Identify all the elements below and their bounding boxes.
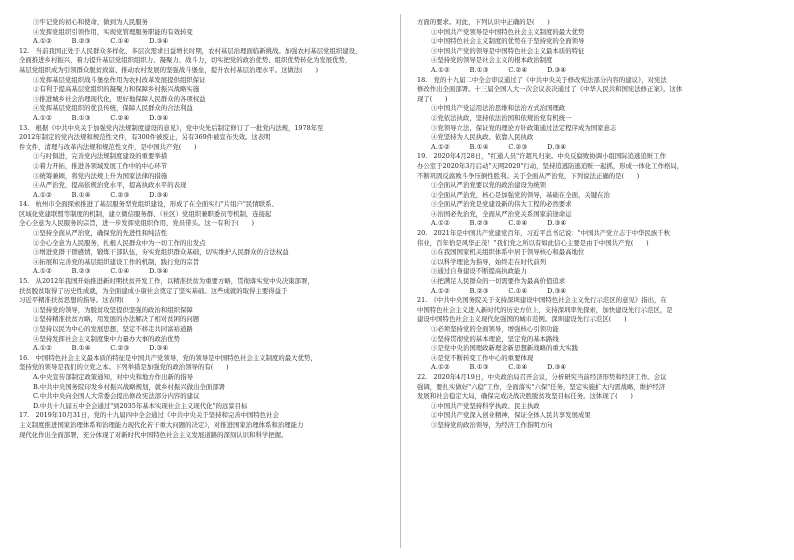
option-line: ③坚持以民为中心的发展思想，坚定不移走共同富裕道路	[33, 325, 193, 333]
question-line: 不断巩固反腐败斗争压倒性胜利。关于全面从严治党，下列说法正确的是( )	[417, 171, 640, 180]
question-line: 建设中国特色社会主义现代化强国的城市范例。深圳建设先行示范区( )	[417, 315, 627, 324]
option-line: ③牢记党的初心和使命，做到为人民服务	[33, 18, 149, 26]
option-line: ①坚持党的领导，为脱贫攻坚提供坚强的政治和组织保障	[33, 305, 193, 314]
question-line: 发展和社会稳定大局，确保完成决战决胜脱贫攻坚目标任务。这体现了( )	[417, 392, 633, 401]
option-line: ④从严治党，提高依规治党水平，提高执政水平的表现	[33, 181, 187, 190]
question-line: 习近平精准扶贫思想的指导。这表明( )	[19, 296, 140, 305]
question-line: 20. 2021年是中国共产党建党百年，习近平总书记说："中国共产党立志于中华民族千秋	[417, 229, 671, 238]
option-line: ①坚持全面从严治党，确保党的先进性和纯洁性	[33, 229, 168, 238]
option-line: ③通过自身建设不断提高执政能力	[431, 267, 527, 276]
option-line: ②中国特色社会主义制度的优势在于坚持党的全面领导	[431, 37, 585, 46]
question-line: 现代化作出全面部署，充分体现了对新时代中国特色社会主义发展道路的深刻认识和科学把握。	[19, 430, 288, 439]
question-line: 16. 中国特色社会主义最本质的特征是中国共产党领导，党的领导是中国特色社会主义制度的最大优势，	[19, 353, 317, 362]
option-line: ②坚持贯彻党的基本理论，坚定党的基本路线	[431, 334, 559, 343]
question-line: 2012年制定的党内法规和规范性文件，有300件被废止，另有369件被宣布失效。这表明	[19, 133, 271, 142]
option-line: ①发挥基层党组织战斗堡垒作用为农村改革发展提供组织保证	[33, 75, 206, 84]
question-line: 修改作出全面部署。十三届全国人大一次会议表决通过了《中华人民共和国宪法修正案》。这体	[417, 85, 683, 94]
question-line: 办公室于2020年3月启动"天网2020"行动，坚持追逃防逃追赃一起抓，形成一体化工作格局，	[417, 161, 684, 170]
option-line: ④是党不断转变工作中心的重要体现	[431, 353, 534, 362]
option-line: ②着力开拓，推进各领域发展工作中的中心环节	[33, 161, 168, 170]
option-line: ④治国必先治党，全面从严治党关系国家前途命运	[431, 209, 572, 218]
question-line: 22. 2020年4月19日，中央政治局召开会议，分析研究当前经济形势和经济工作。会议	[417, 372, 667, 381]
option-line: ①中国共产党领导是中国特色社会主义制度的最大优势	[431, 27, 585, 36]
option-line: ③增进党群干群感情，锻炼干部队伍，夯实党组织群众基础，切实维护人民群众的合法权益	[33, 248, 289, 257]
answer-choices: A.①② B.①④ C.②③ D.③④	[431, 142, 567, 151]
question-line: 14. 杭州市全面探索推进了基层服务型党组织建设，形成了在全面实行"片组户"民情联系、	[19, 200, 278, 209]
question-line: 强调，要扎实做好"六稳"工作，全面落实"六保"任务，坚定实施扩大内需战略，维护经济	[417, 382, 666, 391]
option-line: ①中国共产党运用法治思维和法治方式治国理政	[431, 104, 566, 113]
option-line: ③是党中央治国理政新理念新思想新战略的重大实践	[431, 344, 578, 353]
question-line: 坚持党的领导是我们的立党之本。下列举措是加强党的政治领导的有( )	[19, 363, 229, 372]
option-line: ①在我国国家机关组织体系中居于领导核心和最高地位	[431, 248, 585, 257]
option-line: ③党领导立法，保证党的理论方针政策通过法定程序成为国家意志	[431, 123, 617, 132]
answer-choices: A.①② B.②③ C.①④ D.③④	[431, 286, 567, 295]
option-line: ①全面从严治党要以党的政治建设为统领	[431, 181, 547, 190]
answer-choices: A.①② B.①③ C.②④ D.③④	[431, 65, 567, 74]
option-line: ②中国共产党深入创业精神，保证全体人民共享发展成果	[431, 411, 591, 420]
option-line: ②坚持精准扶贫方略，用发展的办法解决了相对贫困的问题	[33, 315, 200, 324]
question-line: 伟业，百年恰是风华正茂！"我们党之所以有如此信心主要是由于中国共产党( )	[417, 238, 649, 247]
option-line: ④发挥党组织引领作用，实现党管理服务职能的有效转变	[33, 27, 193, 36]
question-line: 19. 2020年4月28日，"红通人员"许超凡归案。中央反腐败协调小组国际追逃追赃工作	[417, 152, 667, 161]
column-divider	[400, 14, 401, 548]
option-line: C.中共中央向全国人大常委会提出修改宪法部分内容的建议	[33, 392, 200, 401]
question-line: 扶贫脱贫取得了历史性成就，为全面建成小康社会奠定了坚实基础。这些成就的取得主要得益于	[19, 286, 288, 295]
option-line: ④坚持党的领导是社会主义的根本政治制度	[431, 56, 553, 65]
option-line: ①与时俱进，完善党内法规制度建设的重要举措	[33, 152, 168, 161]
question-line: 17. 2019年10月31日，党的十九届四中全会通过《中共中央关于坚持和完善中国特色社会	[19, 411, 279, 420]
question-line: 18. 党的十九届二中全会审议通过了《中共中央关于修改宪法部分内容的建议》，对宪法	[417, 75, 667, 84]
option-line: D.中共十九届五中全会通过"到2035年基本实现社会主义现代化"的远景目标	[33, 401, 248, 410]
option-line: ④坚持发挥社会主义制度集中力量办大事的政治优势	[33, 334, 180, 343]
answer-choices: A.①② B.①③ C.②④ D.③④	[33, 113, 169, 122]
option-line: ②以科学理论为指导，始终走在时代前列	[431, 257, 547, 266]
answer-choices: A.①② B.②③ C.①④ D.③④	[33, 267, 169, 276]
option-line: ④发挥基层党组织的优良传统，保障人民群众的合法利益	[33, 104, 193, 113]
question-line: 12. 当前我国正处于人民群众多样化、多层次需求日益增长时期，农村基层治理面临新挑战。加强农村基层党组织建设，	[19, 46, 362, 55]
question-line: 基层党组织成为引领群众脱贫致富、推动农村发展的坚强战斗堡垒，提升农村基层治理水平。这做法( )	[19, 65, 318, 74]
option-line: ④拓展和完善党的基层组织建设工作的机制，践行党的宗旨	[33, 257, 200, 266]
question-line: 全面推进乡村振兴，着力提升基层党组织组织力、凝聚力、战斗力，切实把党的政治优势、组织优势转化为发展优势，	[19, 56, 352, 65]
question-line: 15. 从2012年我国开始推进新时期扶贫开发工作，以精准扶贫为重要方略，贯彻落实党中央决策部署，	[19, 277, 314, 286]
right-column	[417, 18, 785, 554]
option-line: A.中央宣传部制定政策通知，对中央和地方作出新的指导	[33, 372, 194, 381]
option-line: ③统筹兼顾，将党内法规上升为国家法律的措施	[33, 171, 168, 180]
question-line: 现了( )	[417, 94, 448, 103]
question-line: 主义制度推进国家治理体系和治理能力现代化若干重大问题的决定》，对推进国家治理体系和治理能力	[19, 420, 304, 429]
option-line: ②全心全意为人民服务，扎根人民群众中为一切工作的出发点	[33, 238, 206, 247]
question-line: 区域化党建联盟等制度的机制，建立微信服务群、（社区）党组织兼职委员等机制，连接起	[19, 209, 272, 218]
answer-choices: A.①② B.①③ C.②④ D.③④	[431, 363, 567, 372]
option-line: ①中国共产党坚持科学执政、民主执政	[431, 401, 540, 410]
option-line: ①必须坚持党的全面领导，增强核心引领功能	[431, 325, 559, 333]
question-line: 全心全意为人民服务的宗旨，进一步发挥党组织作用，党员带头。这一有利于( )	[19, 219, 255, 228]
option-line: ③坚持党的政治领导，为经济工作指明方向	[431, 420, 553, 429]
option-line: ④把满足人民群众的一切需要作为最高价值追求	[431, 277, 566, 286]
question-line: 中国特色社会主义进入新时代的历史方位上，支持深圳率先探索，加快建设先行示范区，是	[417, 305, 673, 314]
question-line: 21. 《中共中央国务院关于支持深圳建设中国特色社会主义先行示范区的意见》指出，在	[417, 296, 667, 305]
option-line: ③全面从严治党是党建设新的伟大工程的必然要求	[431, 200, 572, 209]
option-line: ②全面从严治党，核心是加强党的领导，基础在全面，关键在治	[431, 190, 610, 199]
answer-choices: A.①② B.①④ C.②③ D.③④	[33, 190, 169, 199]
option-line: ③推进城乡社会治理现代化，更好地保障人民群众的各项权益	[33, 94, 206, 103]
question-line: 13. 根据《中共中央关于加强党内法规制度建设的意见》，党中央先后制定修订了一批党内法规，1978年至	[19, 123, 324, 132]
answer-choices: A.①② B.②③ C.②④ D.③④	[431, 219, 567, 228]
answer-choices: A.①② B.①④ C.②③ D.③④	[33, 344, 169, 353]
answer-choices: A.①② B.②③ C.①④ D.③④	[33, 37, 169, 46]
option-line: ②有利于提高基层党组织的凝聚力和保障乡村振兴战略实施	[33, 85, 200, 94]
question-line: 件文件，清理与改革内法规和规范性文件，是中国共产党( )	[19, 142, 197, 151]
option-line: B.中共中央国务院印发乡村振兴战略规划，就乡村振兴做出全面部署	[33, 382, 226, 391]
option-line: ④党坚持为人民执政、依靠人民执政	[431, 133, 534, 142]
option-line: ③中国共产党的领导是中国特色社会主义最本质的特征	[431, 46, 585, 55]
left-column	[19, 18, 387, 554]
question-line: 方面的要求。对此，下列认识中正确的是( )	[417, 18, 550, 26]
option-line: ②党依法执政，坚持依法治国和依规治党有机统一	[431, 113, 572, 122]
